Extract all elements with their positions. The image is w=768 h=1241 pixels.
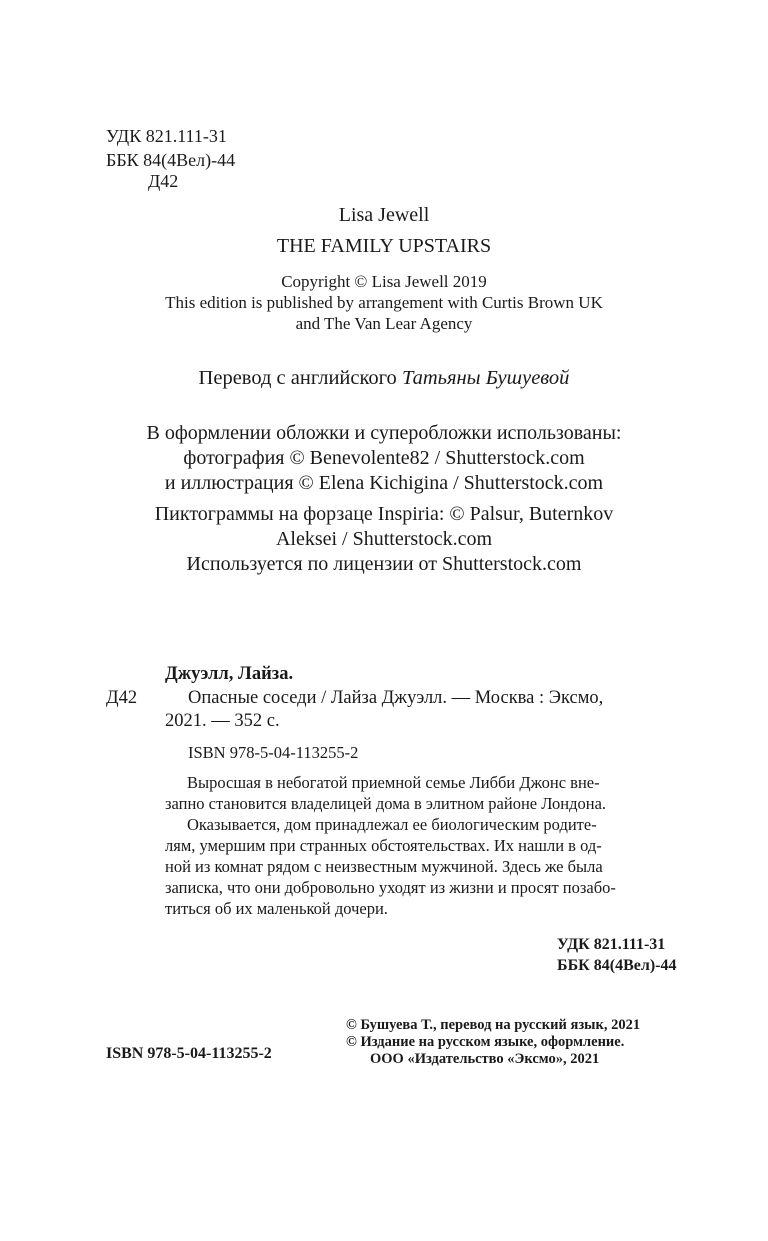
credits-line-6: Используется по лицензии от Shutterstock.com <box>186 553 582 575</box>
annotation-p2-line-2: лям, умершим при странных обстоятельствах. Их нашли в од- <box>165 836 602 855</box>
translation-prefix: Перевод с английского <box>198 367 402 389</box>
bbk-code-bottom: ББК 84(4Вел)-44 <box>557 957 677 974</box>
footer-isbn: ISBN 978-5-04-113255-2 <box>106 1045 272 1062</box>
credits-line-4: Пиктограммы на форзаце Inspiria: © Palsur, Buternkov <box>154 503 614 525</box>
bbk-code-top: ББК 84(4Вел)-44 <box>106 150 236 170</box>
catalog-description-line-2: 2021. — 352 с. <box>165 711 280 731</box>
udk-code-top: УДК 821.111-31 <box>106 126 227 146</box>
credits-line-3: и иллюстрация © Elena Kichigina / Shutterstock.com <box>164 472 604 494</box>
edition-line-1: This edition is published by arrangement with Curtis Brown UK <box>165 293 603 312</box>
translator-name: Татьяны Бушуевой <box>401 367 570 389</box>
credits-line-5: Aleksei / Shutterstock.com <box>275 528 493 550</box>
credits-line-1: В оформлении обложки и суперобложки использованы: <box>146 422 622 444</box>
author-sign-top: Д42 <box>148 171 179 191</box>
footer-copyright-line-1: © Бушуева Т., перевод на русский язык, 2021 <box>346 1017 641 1033</box>
annotation <box>165 772 689 919</box>
catalog-code: Д42 <box>106 688 138 708</box>
annotation-p2-line-1: Оказывается, дом принадлежал ее биологическим родите- <box>187 815 597 834</box>
udk-code-bottom: УДК 821.111-31 <box>557 936 666 953</box>
catalog-description-line-1: Опасные соседи / Лайза Джуэлл. — Москва : Эксмо, <box>188 688 604 708</box>
copyright-line: Copyright © Lisa Jewell 2019 <box>281 272 487 291</box>
catalog-isbn: ISBN 978-5-04-113255-2 <box>188 743 359 762</box>
translation-line <box>0 367 768 390</box>
credits-line-2: фотография © Benevolente82 / Shutterstock.com <box>183 447 585 469</box>
annotation-p2-line-3: ной из комнат рядом с неизвестным мужчиной. Здесь же была <box>165 857 603 876</box>
annotation-p2-line-5: титься об их маленькой дочери. <box>165 899 388 918</box>
original-author: Lisa Jewell <box>338 204 430 226</box>
footer-copyright-line-3: ООО «Издательство «Эксмо», 2021 <box>370 1051 600 1067</box>
annotation-p2-line-4: записка, что они добровольно уходят из жизни и просят позабо- <box>165 878 616 897</box>
edition-line-2: and The Van Lear Agency <box>295 314 473 333</box>
original-title: THE FAMILY UPSTAIRS <box>276 235 492 257</box>
annotation-p1-line-1: Выросшая в небогатой приемной семье Либби Джонс вне- <box>187 773 600 792</box>
footer-copyright-line-2: © Издание на русском языке, оформление. <box>346 1034 625 1050</box>
catalog-author-heading: Джуэлл, Лайза. <box>165 664 294 684</box>
annotation-p1-line-2: запно становится владелицей дома в элитном районе Лондона. <box>165 794 607 813</box>
